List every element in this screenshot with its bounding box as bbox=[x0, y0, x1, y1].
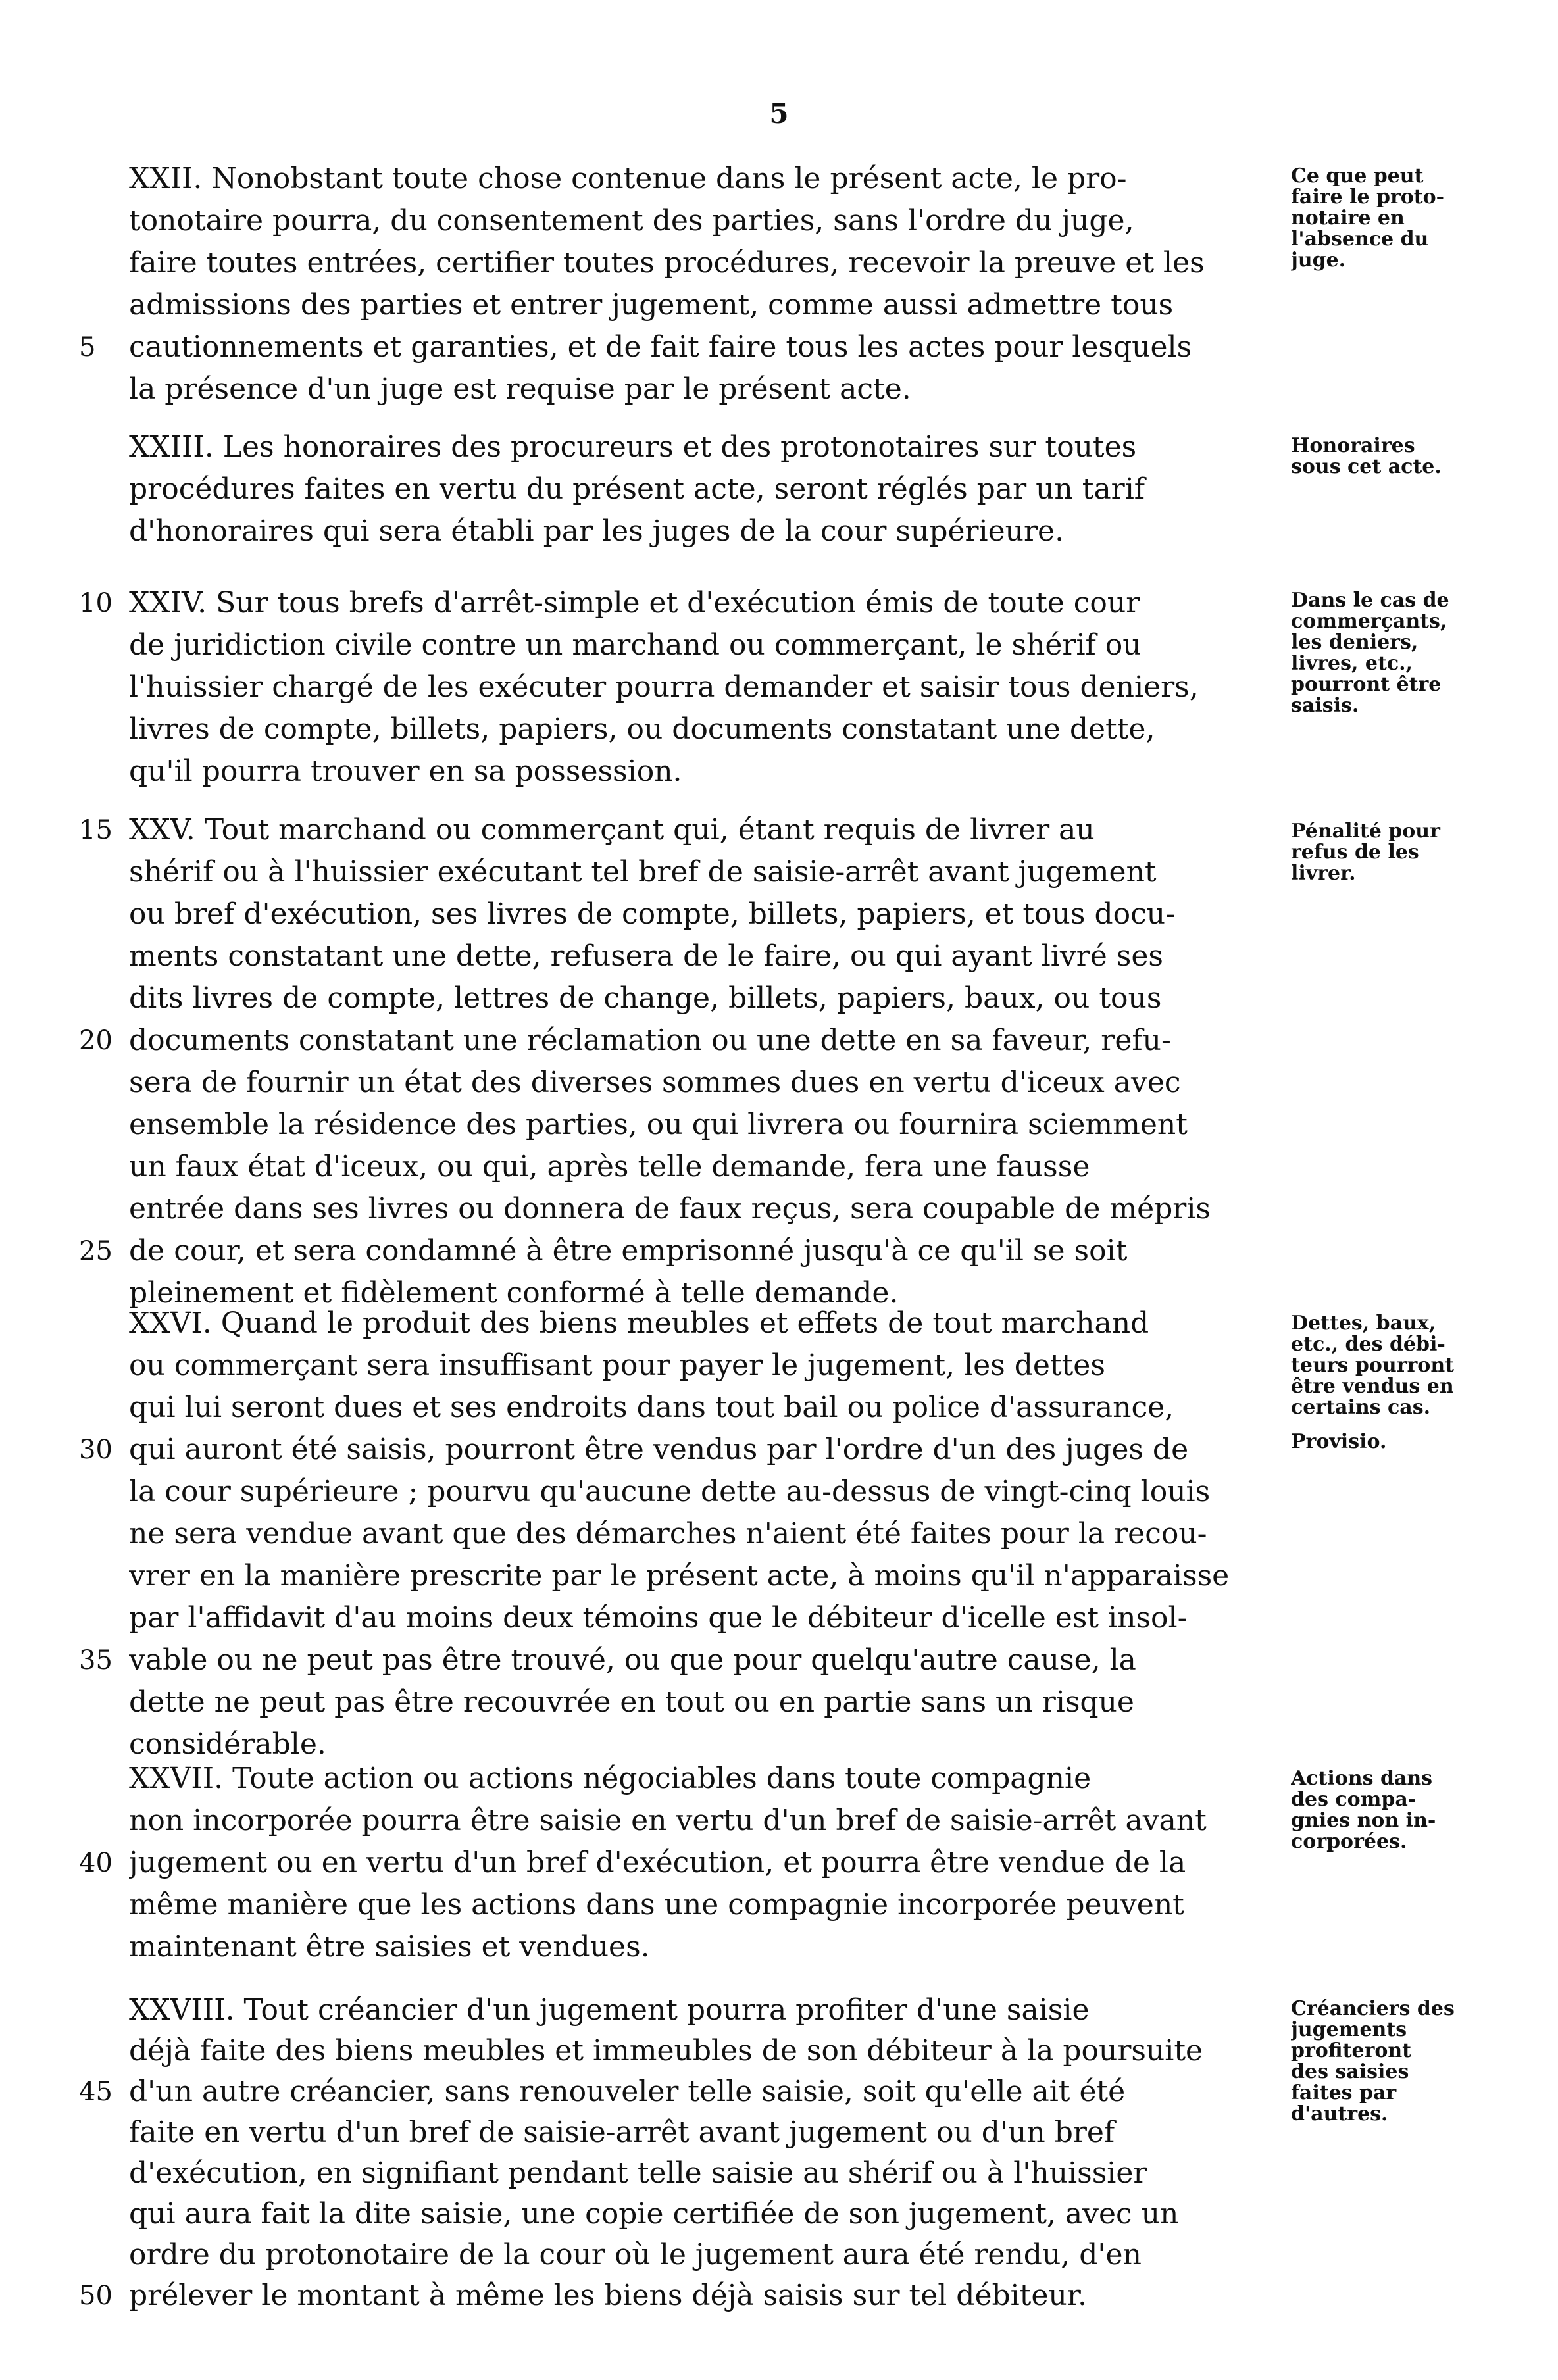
line-number bbox=[79, 510, 125, 553]
page-number: 5 bbox=[769, 97, 789, 130]
body-line: qui auront été saisis, pourront être vendus par l'ordre d'un des juges de bbox=[129, 1433, 1189, 1466]
body-line: livres de compte, billets, papiers, ou documents constatant une dette, bbox=[129, 712, 1155, 746]
body-line: XXII. Nonobstant toute chose contenue dans le présent acte, le pro- bbox=[129, 162, 1127, 195]
line-number bbox=[79, 2234, 125, 2276]
line-number bbox=[79, 426, 125, 468]
line-number bbox=[79, 2030, 125, 2072]
body-line: ensemble la résidence des parties, ou qui livrera ou fournira sciemment bbox=[129, 1108, 1188, 1141]
line-number bbox=[79, 468, 125, 510]
margin-note bbox=[1291, 590, 1501, 716]
margin-note-line: Dans le cas de bbox=[1291, 590, 1449, 611]
margin-note-line: jugements bbox=[1291, 2020, 1407, 2041]
line-number bbox=[79, 1989, 125, 2031]
body-line: de cour, et sera condamné à être emprisonné jusqu'à ce qu'il se soit bbox=[129, 1234, 1128, 1268]
margin-note-line: sous cet acte. bbox=[1291, 457, 1442, 478]
margin-note-line: Ce que peut bbox=[1291, 166, 1424, 187]
margin-note-line: corporées. bbox=[1291, 1831, 1407, 1852]
body-line: faire toutes entrées, certifier toutes procédures, recevoir la preuve et les bbox=[129, 246, 1205, 280]
margin-note-line: Provisio. bbox=[1291, 1431, 1387, 1452]
body-line: l'huissier chargé de les exécuter pourra demander et saisir tous deniers, bbox=[129, 670, 1199, 704]
line-number: 25 bbox=[79, 1236, 113, 1266]
line-number: 20 bbox=[79, 1026, 113, 1056]
line-number bbox=[79, 1471, 125, 1513]
body-line: procédures faites en vertu du présent acte, seront réglés par un tarif bbox=[129, 472, 1145, 506]
body-line: non incorporée pourra être saisie en vertu d'un bref de saisie-arrêt avant bbox=[129, 1804, 1207, 1837]
line-number bbox=[79, 158, 125, 200]
body-line: pleinement et fidèlement conformé à telle demande. bbox=[129, 1276, 899, 1310]
line-number bbox=[79, 1555, 125, 1597]
line-number bbox=[79, 708, 125, 751]
margin-note-line: profiteront bbox=[1291, 2041, 1412, 2062]
body-line: dits livres de compte, lettres de change, billets, papiers, baux, ou tous bbox=[129, 981, 1162, 1015]
margin-note-line: les deniers, bbox=[1291, 632, 1419, 653]
margin-note-line: faites par bbox=[1291, 2083, 1397, 2104]
line-number bbox=[79, 2193, 125, 2235]
body-line: maintenant être saisies et vendues. bbox=[129, 1930, 650, 1964]
line-number bbox=[79, 751, 125, 793]
body-line: documents constatant une réclamation ou une dette en sa faveur, refu- bbox=[129, 1024, 1171, 1057]
line-number: 45 bbox=[79, 2077, 113, 2107]
body-line: même manière que les actions dans une compagnie incorporée peuvent bbox=[129, 1888, 1184, 1921]
margin-note-line: certains cas. bbox=[1291, 1397, 1431, 1418]
line-number: 50 bbox=[79, 2281, 113, 2311]
body-line: dette ne peut pas être recouvrée en tout ou en partie sans un risque bbox=[129, 1685, 1134, 1719]
line-number bbox=[79, 2152, 125, 2194]
body-line: faite en vertu d'un bref de saisie-arrêt avant jugement ou d'un bref bbox=[129, 2116, 1115, 2149]
line-number bbox=[79, 1062, 125, 1104]
margin-note-line: livrer. bbox=[1291, 863, 1356, 884]
margin-note bbox=[1291, 1768, 1501, 1852]
line-number bbox=[79, 1302, 125, 1345]
margin-note-line: Pénalité pour bbox=[1291, 821, 1440, 842]
margin-note-line: refus de les bbox=[1291, 842, 1419, 863]
line-number bbox=[79, 368, 125, 410]
margin-note-line: des saisies bbox=[1291, 2062, 1409, 2083]
body-line: déjà faite des biens meubles et immeubles de son débiteur à la poursuite bbox=[129, 2034, 1203, 2068]
margin-note-line: livres, etc., bbox=[1291, 653, 1413, 674]
body-line: cautionnements et garanties, et de fait faire tous les actes pour lesquels bbox=[129, 330, 1192, 364]
line-number bbox=[79, 200, 125, 242]
body-line: ou bref d'exécution, ses livres de compte, billets, papiers, et tous docu- bbox=[129, 897, 1175, 931]
body-line: d'un autre créancier, sans renouveler telle saisie, soit qu'elle ait été bbox=[129, 2075, 1126, 2108]
line-number bbox=[79, 1926, 125, 1968]
body-line: sera de fournir un état des diverses sommes dues en vertu d'iceux avec bbox=[129, 1066, 1181, 1099]
line-number bbox=[79, 1345, 125, 1387]
line-number bbox=[79, 284, 125, 326]
body-line: par l'affidavit d'au moins deux témoins que le débiteur d'icelle est insol- bbox=[129, 1601, 1188, 1635]
margin-note bbox=[1291, 435, 1501, 478]
margin-note-line: Honoraires bbox=[1291, 435, 1415, 457]
line-number bbox=[79, 624, 125, 666]
body-line: qu'il pourra trouver en sa possession. bbox=[129, 755, 682, 788]
margin-note-line: juge. bbox=[1291, 250, 1346, 271]
body-line: tonotaire pourra, du consentement des parties, sans l'ordre du juge, bbox=[129, 204, 1134, 237]
body-line: la présence d'un juge est requise par le présent acte. bbox=[129, 372, 911, 406]
line-number bbox=[79, 1681, 125, 1723]
margin-note-line: l'absence du bbox=[1291, 229, 1429, 250]
body-line: ne sera vendue avant que des démarches n'aient été faites pour la recou- bbox=[129, 1517, 1207, 1550]
body-line: XXVIII. Tout créancier d'un jugement pourra profiter d'une saisie bbox=[129, 1993, 1090, 2027]
body-line: XXV. Tout marchand ou commerçant qui, étant requis de livrer au bbox=[129, 813, 1095, 847]
body-line: entrée dans ses livres ou donnera de faux reçus, sera coupable de mépris bbox=[129, 1192, 1211, 1226]
margin-note-line: pourront être bbox=[1291, 674, 1442, 695]
body-line: admissions des parties et entrer jugement, comme aussi admettre tous bbox=[129, 288, 1174, 322]
line-number bbox=[79, 242, 125, 284]
margin-note-line: Actions dans bbox=[1291, 1768, 1433, 1789]
margin-note-line: des compa- bbox=[1291, 1789, 1417, 1810]
line-number bbox=[79, 1800, 125, 1842]
line-number: 15 bbox=[79, 815, 113, 845]
body-line: prélever le montant à même les biens déjà saisis sur tel débiteur. bbox=[129, 2279, 1087, 2312]
line-number: 10 bbox=[79, 588, 113, 618]
body-line: de juridiction civile contre un marchand ou commerçant, le shérif ou bbox=[129, 628, 1142, 662]
margin-note-line: être vendus en bbox=[1291, 1376, 1454, 1397]
body-line: ordre du protonotaire de la cour où le jugement aura été rendu, d'en bbox=[129, 2238, 1142, 2271]
body-line: jugement ou en vertu d'un bref d'exécution, et pourra être vendue de la bbox=[129, 1846, 1186, 1879]
body-line: qui aura fait la dite saisie, une copie certifiée de son jugement, avec un bbox=[129, 2197, 1179, 2231]
margin-note-line: saisis. bbox=[1291, 695, 1359, 716]
line-number bbox=[79, 1758, 125, 1800]
line-number bbox=[79, 1188, 125, 1230]
margin-note-line: notaire en bbox=[1291, 208, 1405, 229]
line-number: 35 bbox=[79, 1645, 113, 1675]
body-line: d'exécution, en signifiant pendant telle saisie au shérif ou à l'huissier bbox=[129, 2156, 1147, 2190]
margin-note-line: d'autres. bbox=[1291, 2104, 1388, 2125]
line-number bbox=[79, 1104, 125, 1146]
line-number: 40 bbox=[79, 1848, 113, 1878]
line-number bbox=[79, 893, 125, 935]
margin-note-line: etc., des débi- bbox=[1291, 1334, 1445, 1355]
body-line: XXIV. Sur tous brefs d'arrêt-simple et d'exécution émis de toute cour bbox=[129, 586, 1140, 620]
body-line: la cour supérieure ; pourvu qu'aucune dette au-dessus de vingt-cinq louis bbox=[129, 1475, 1211, 1508]
body-line: XXVI. Quand le produit des biens meubles et effets de tout marchand bbox=[129, 1306, 1149, 1340]
margin-note-line: faire le proto- bbox=[1291, 187, 1445, 208]
line-number: 30 bbox=[79, 1435, 113, 1465]
margin-note-line: gnies non in- bbox=[1291, 1810, 1436, 1831]
margin-note bbox=[1291, 166, 1501, 271]
body-line: ments constatant une dette, refusera de le faire, ou qui ayant livré ses bbox=[129, 939, 1163, 973]
line-number bbox=[79, 2112, 125, 2154]
line-number bbox=[79, 978, 125, 1020]
line-number bbox=[79, 935, 125, 978]
body-line: XXVII. Toute action ou actions négociables dans toute compagnie bbox=[129, 1762, 1092, 1795]
body-line: vable ou ne peut pas être trouvé, ou que pour quelqu'autre cause, la bbox=[129, 1643, 1136, 1677]
body-line: considérable. bbox=[129, 1727, 326, 1761]
line-number bbox=[79, 851, 125, 893]
body-line: un faux état d'iceux, ou qui, après telle demande, fera une fausse bbox=[129, 1150, 1090, 1183]
body-line: ou commerçant sera insuffisant pour payer le jugement, les dettes bbox=[129, 1349, 1105, 1382]
margin-note-line: Dettes, baux, bbox=[1291, 1313, 1436, 1334]
margin-note bbox=[1291, 821, 1501, 884]
margin-note-line: teurs pourront bbox=[1291, 1355, 1454, 1376]
body-line: XXIII. Les honoraires des procureurs et des protonotaires sur toutes bbox=[129, 430, 1137, 464]
body-line: shérif ou à l'huissier exécutant tel bref de saisie-arrêt avant jugement bbox=[129, 855, 1157, 889]
line-number: 5 bbox=[79, 332, 96, 362]
line-number bbox=[79, 1146, 125, 1188]
line-number bbox=[79, 1387, 125, 1429]
margin-note-line: Créanciers des bbox=[1291, 1998, 1455, 2020]
body-line: d'honoraires qui sera établi par les juges de la cour supérieure. bbox=[129, 514, 1065, 548]
margin-note bbox=[1291, 1998, 1501, 2125]
body-line: qui lui seront dues et ses endroits dans tout bail ou police d'assurance, bbox=[129, 1391, 1174, 1424]
line-number bbox=[79, 666, 125, 708]
line-number bbox=[79, 1597, 125, 1639]
line-number bbox=[79, 1513, 125, 1555]
line-number bbox=[79, 1884, 125, 1926]
margin-note bbox=[1291, 1313, 1501, 1452]
body-line: vrer en la manière prescrite par le présent acte, à moins qu'il n'apparaisse bbox=[129, 1559, 1230, 1593]
margin-note-line: commerçants, bbox=[1291, 611, 1447, 632]
